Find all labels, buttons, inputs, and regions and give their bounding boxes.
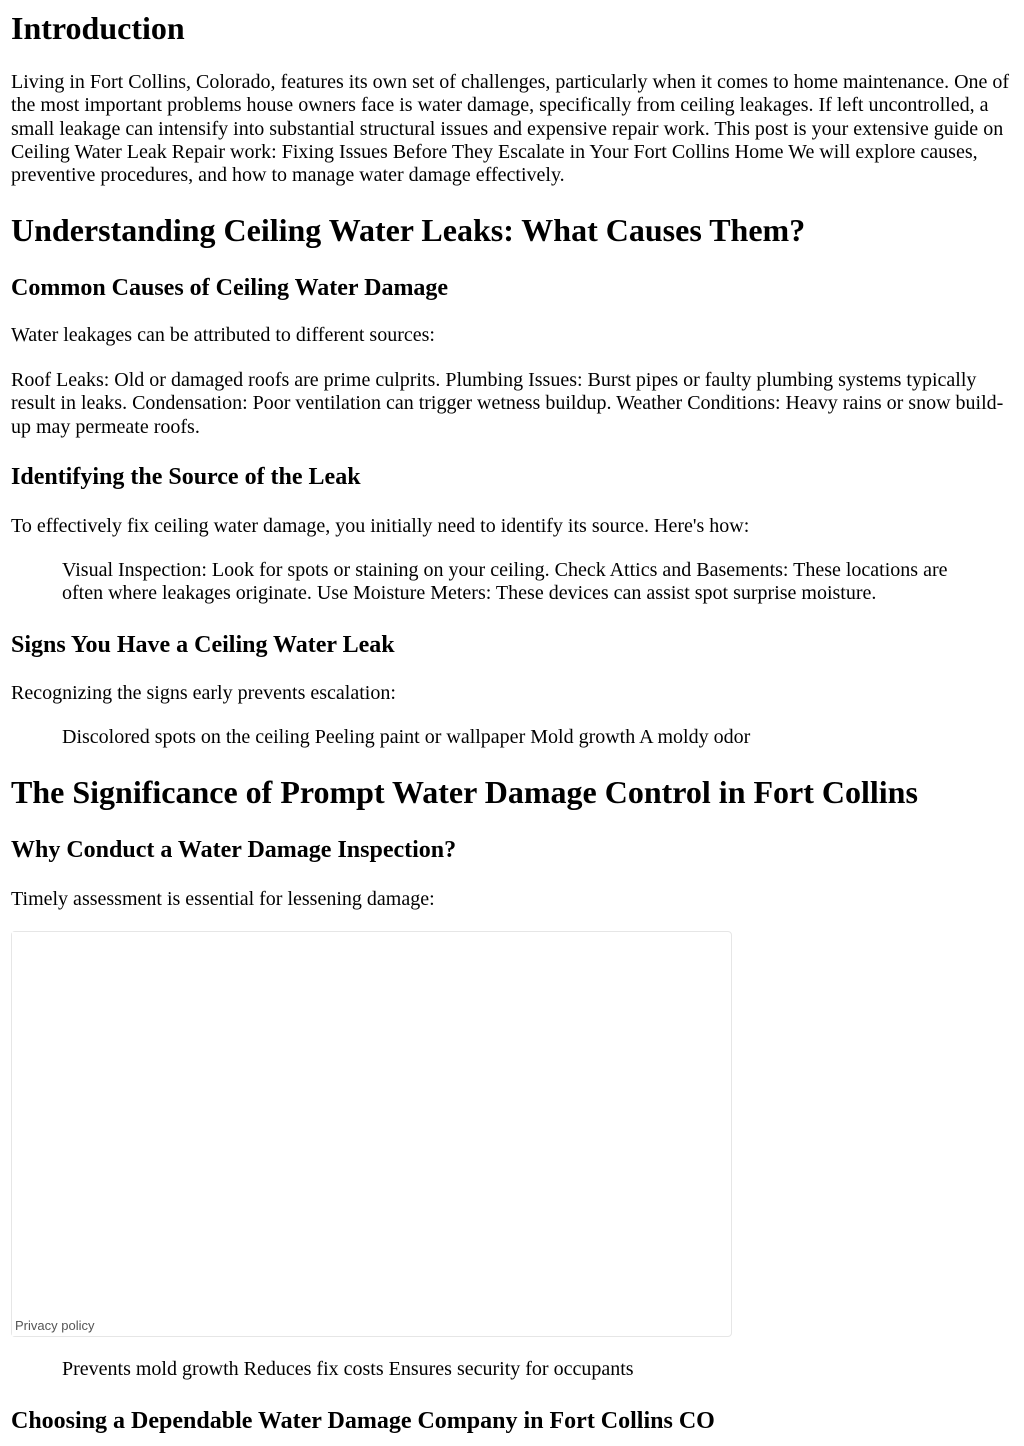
signs-intro: Recognizing the signs early prevents escalation: [11, 682, 396, 704]
subheading-signs: Signs You Have a Ceiling Water Leak [11, 632, 395, 658]
identify-intro: To effectively fix ceiling water damage, you initially need to identify its source. Here's how: [11, 515, 750, 537]
section-heading-significance: The Significance of Prompt Water Damage Control in Fort Collins [11, 774, 918, 810]
inspection-intro: Timely assessment is essential for lessening damage: [11, 888, 435, 910]
privacy-policy-link[interactable]: Privacy policy [15, 1318, 97, 1334]
embed-left-panel [12, 932, 104, 1336]
causes-list: Roof Leaks: Old or damaged roofs are prime culprits. Plumbing Issues: Burst pipes or faulty plumbing systems typically result in leaks. Condensation: Poor ventilation can trigger wetness buildup. Weather Conditions: Heavy rains or snow build-up may permeate roofs. [11, 369, 1004, 438]
identify-list: Visual Inspection: Look for spots or staining on your ceiling. Check Attics and Basements: These locations are often where leakages originate. Use Moisture Meters: These devices can assist spot surprise moisture. [62, 559, 948, 605]
embedded-frame[interactable] [11, 931, 732, 1337]
subheading-inspection: Why Conduct a Water Damage Inspection? [11, 837, 457, 863]
subheading-company: Choosing a Dependable Water Damage Company in Fort Collins CO [11, 1408, 715, 1434]
intro-heading: Introduction [11, 10, 185, 46]
subheading-common-causes: Common Causes of Ceiling Water Damage [11, 275, 449, 301]
signs-list: Discolored spots on the ceiling Peeling paint or wallpaper Mold growth A moldy odor [62, 726, 751, 748]
inspection-list: Prevents mold growth Reduces fix costs Ensures security for occupants [62, 1358, 634, 1380]
subheading-identify-source: Identifying the Source of the Leak [11, 464, 361, 490]
section-heading-causes: Understanding Ceiling Water Leaks: What Causes Them? [11, 212, 806, 248]
causes-intro: Water leakages can be attributed to different sources: [11, 324, 435, 346]
intro-paragraph: Living in Fort Collins, Colorado, features its own set of challenges, particularly when it comes to home maintenance. One of the most important problems house owners face is water damage, specifically from ceiling leakages. If left uncontrolled, a small leakage can intensify into substantial structural issues and expensive repair work. This post is your extensive guide on Ceiling Water Leak Repair work: Fixing Issues Before They Escalate in Your Fort Collins Home We will explore causes, preventive procedures, and how to manage water damage effectively. [11, 71, 1010, 187]
